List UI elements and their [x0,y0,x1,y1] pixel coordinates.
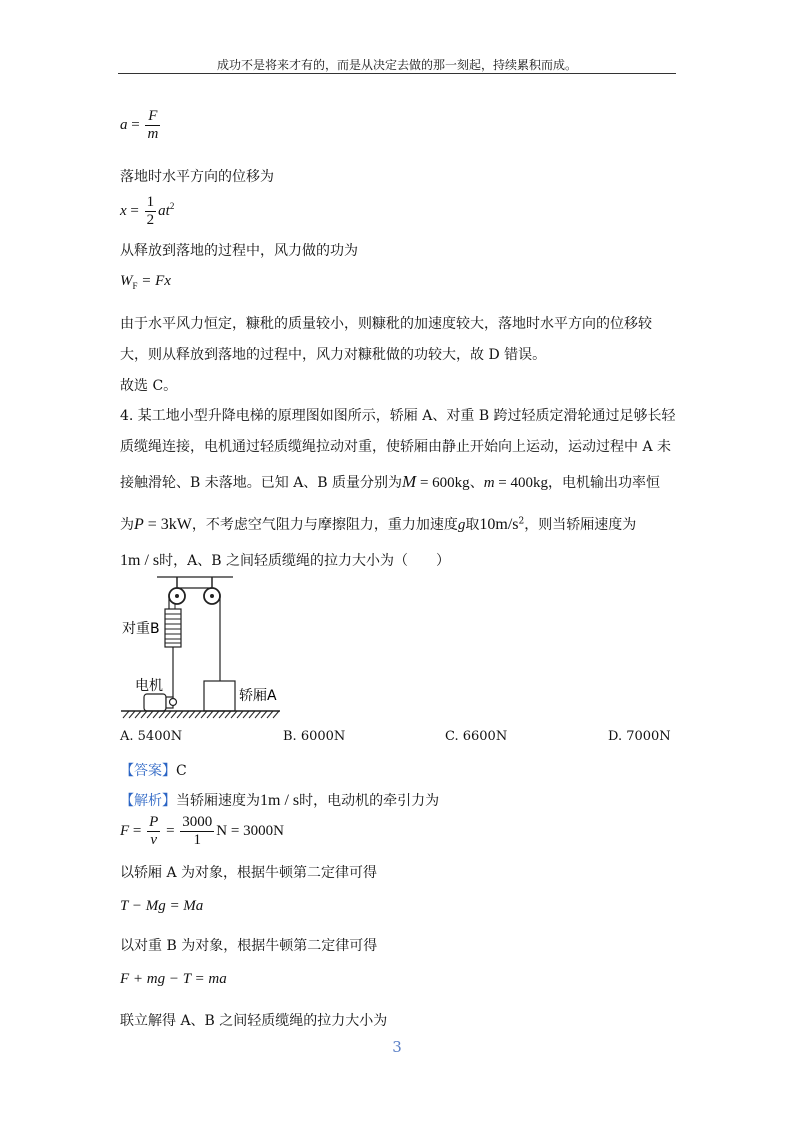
text-final: 联立解得 A、B 之间轻质缆绳的拉力大小为 [120,1013,388,1029]
equation-acceleration: a = $\frac{F}{m}$ [120,108,159,142]
header-divider [118,73,676,74]
text-counterweight-newton: 以对重 B 为对象，根据牛顿第二定律可得 [120,938,378,954]
equation-force: F = $\frac{P}{v}$ = $\frac{3000}{1}$ N = 3000N [120,814,284,848]
text-displacement: 落地时水平方向的位移为 [120,169,274,185]
option-b: B. 6000N [283,729,346,744]
text-choice: 故选 C。 [120,378,178,394]
question-line5: 1m / s时，A、B 之间轻质缆绳的拉力大小为（ ） [120,552,450,569]
equation-counterweight: F + mg − T = ma [120,971,227,987]
answer-line: 【答案】C [120,763,187,779]
analysis-tag: 【解析】 [120,793,176,809]
text-conclusion-line1: 由于水平风力恒定，糠秕的质量较小，则糠秕的加速度较大，落地时水平方向的位移较 [120,316,652,332]
ground-hatch [123,711,279,718]
question-line3: 接触滑轮、B 未落地。已知 A、B 质量分别为M = 600kg、m = 400kg，电机输出功率恒 [120,472,660,491]
page-number: 3 [392,1038,402,1056]
answer-tag: 【答案】 [120,763,176,779]
page-header-motto: 成功不是将来才有的，而是从决定去做的那一刻起，持续累积而成。 [216,58,577,72]
text-cabin-newton: 以轿厢 A 为对象，根据牛顿第二定律可得 [120,865,378,881]
equation-displacement: x = $\frac{1}{2}$ $at^2$ [120,194,175,228]
analysis-line: 【解析】当轿厢速度为1m / s时，电动机的牵引力为 [120,792,440,809]
equation-work: $W_F = Fx$ [120,273,171,291]
label-motor: 电机 [135,678,163,694]
equation-cabin: T − Mg = Ma [120,898,204,914]
label-counterweight: 对重B [122,621,160,637]
motor [144,694,177,711]
option-d: D. 7000N [608,729,671,744]
text-wind-work: 从释放到落地的过程中，风力做的功为 [120,243,358,259]
question-line2: 质缆绳连接，电机通过轻质缆绳拉动对重，使轿厢由静止开始向上运动，运动过程中 A 未 [120,439,672,455]
elevator-diagram [115,570,290,720]
label-cabin: 轿厢A [239,688,277,704]
text-conclusion-line2: 大，则从释放到落地的过程中，风力对糠秕做的功较大，故 D 错误。 [120,347,547,363]
cabin-a [204,681,235,711]
option-c: C. 6600N [445,729,508,744]
question-line1: 4. 某工地小型升降电梯的原理图如图所示，轿厢 A、对重 B 跨过轻质定滑轮通过足够长轻 [120,408,676,424]
question-line4: 为P = 3kW，不考虑空气阻力与摩擦阻力，重力加速度g取$10m/s^2$，则当轿厢速度为 [120,516,637,533]
option-a: A. 5400N [120,729,183,744]
counterweight-b [165,609,181,647]
